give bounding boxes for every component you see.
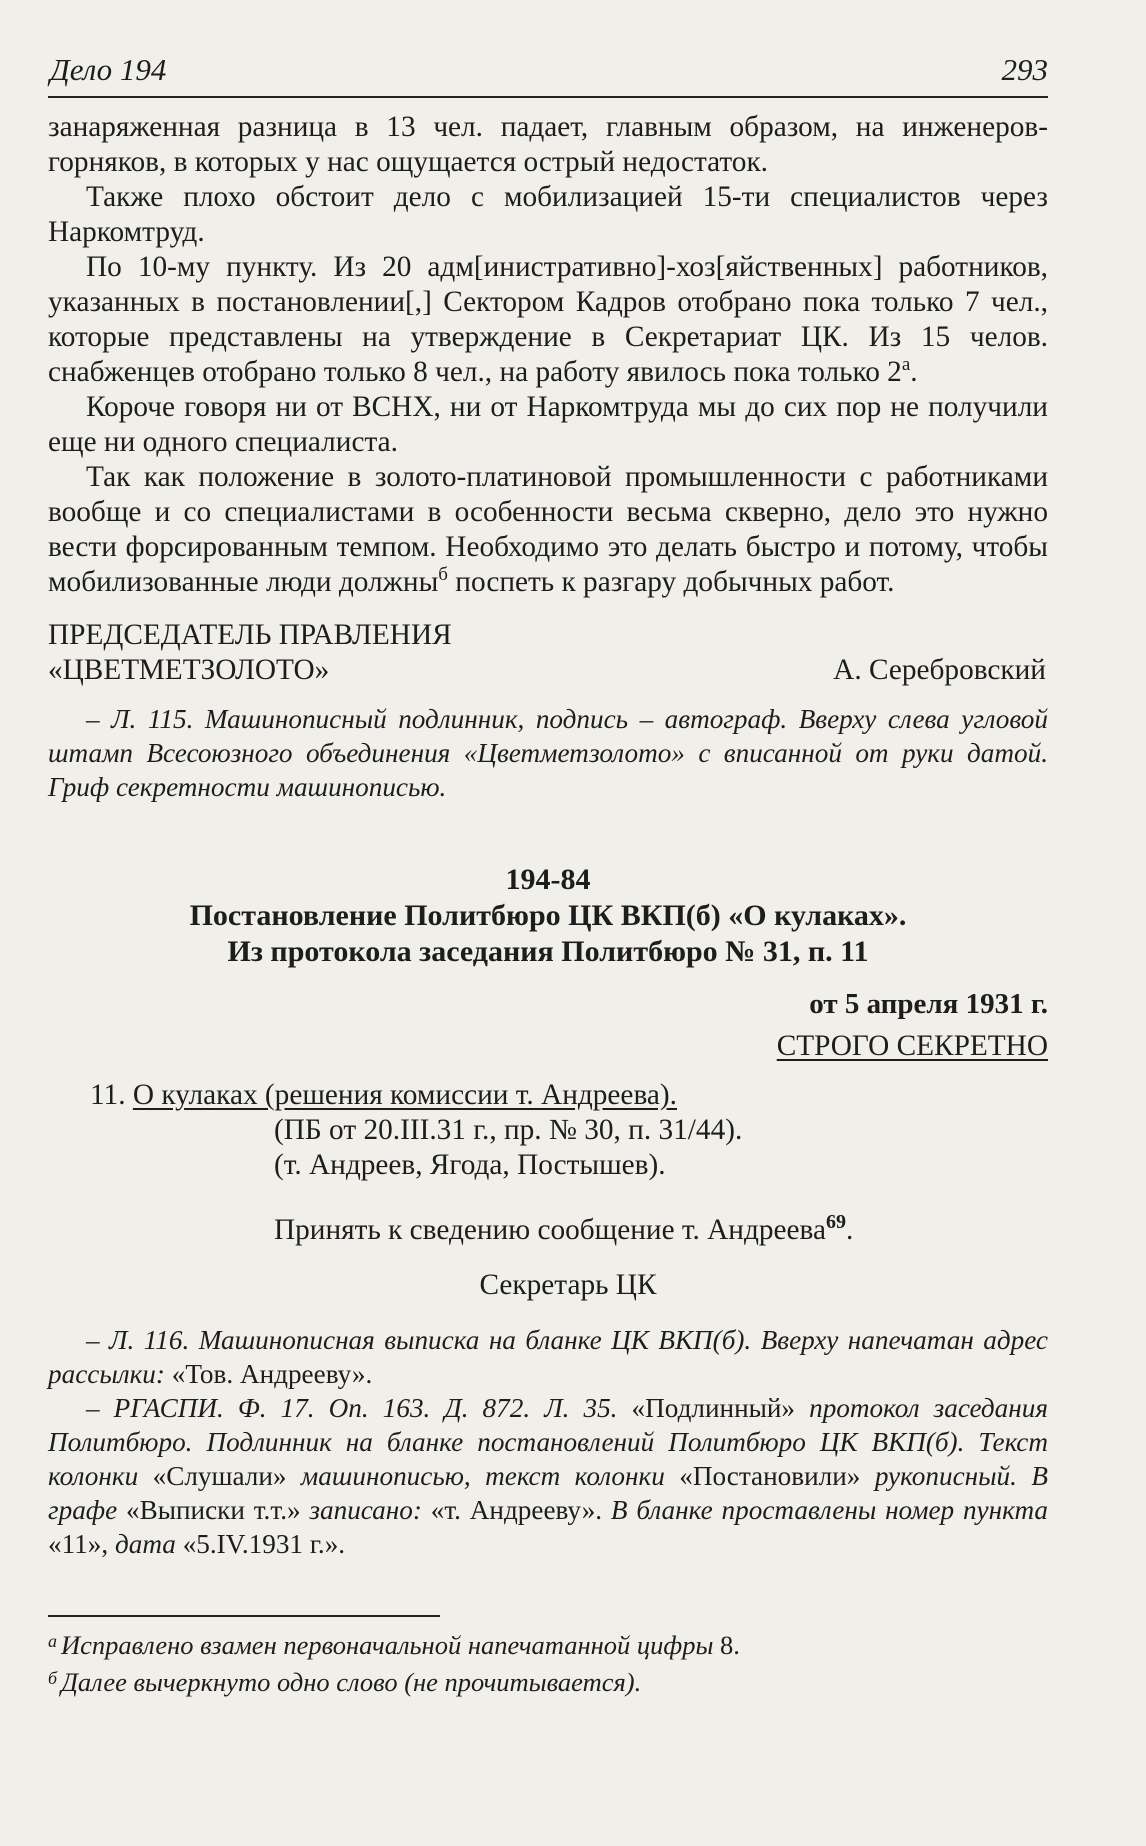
paragraph: занаряженная разница в 13 чел. падает, главным образом, на инженеров-горняков, в которых у нас ощущается острый недостаток.: [48, 111, 1048, 178]
letter-text: [48, 110, 1048, 600]
footnote-ref: а: [901, 354, 911, 376]
archive-notes: [48, 1323, 1048, 1561]
footnote: $^б$ Далее вычеркнуто одно слово (не прочитывается).: [48, 1666, 642, 1697]
archive-note: – Л. 115. Машинописный подлинник, подпись – автограф. Вверху слева угловой штамп Всесоюзного объединения «Цветметзолото» с вписанной от руки датой. Гриф секретности машинописью.: [48, 704, 1048, 802]
document-title-line-1: Постановление Политбюро ЦК ВКП(б) «О кулаках».: [189, 899, 907, 932]
page-number: 293: [1001, 52, 1048, 87]
classification-stamp: СТРОГО СЕКРЕТНО: [776, 1030, 1048, 1062]
footnote-ref: б: [438, 564, 448, 586]
signature-row: [48, 653, 1048, 688]
agenda-item: [48, 1078, 1048, 1113]
secretary-signature: Секретарь ЦК: [479, 1268, 657, 1301]
paragraph: Так как положение в золото-платиновой промышленности с работниками вообще и со специалистами в особенности весьма скверно, дело это нужно вести форсированным темпом. Необходимо это делать быстро и потому, чтобы мобилизованные люди должны$^б$ поспеть к разгару добычных работ.: [48, 461, 1048, 598]
paragraph: По 10-му пункту. Из 20 адм[инистративно]-хоз[яйственных] работников, указанных в постановлении[,] Сектором Кадров отобрано пока только 7 чел., которые представлены на утверждение в Секретариат ЦК. Из 15 челов. снабженцев отобрано только 8 чел., на работу явилось пока только $2^а$.: [48, 251, 1048, 388]
document-title-line-2: Из протокола заседания Политбюро № 31, п. 11: [227, 935, 869, 968]
case-number: Дело 194: [50, 52, 167, 87]
paragraph: Короче говоря ни от ВСНХ, ни от Наркомтруда мы до сих пор не получили еще ни одного специалиста.: [48, 391, 1048, 458]
item-title: О кулаках (решения комиссии т. Андреева).: [132, 1079, 677, 1111]
archive-note: – РГАСПИ. Ф. 17. Оп. 163. Д. 872. Л. 35. «Подлинный» протокол заседания Политбюро. Подлинник на бланке постановлений Политбюро ЦК ВКП(б). Текст колонки «Слушали» машинописью, текст колонки «Постановили» рукописный. В графе «Выписки т.т.» записано: «т. Андрееву». В бланке проставлены номер пункта «11», дата «5.IV.1931 г.».: [48, 1392, 1049, 1559]
document-number: 194-84: [505, 863, 591, 896]
item-reference: (ПБ от 20.III.31 г., пр. № 30, п. 31/44).: [274, 1114, 743, 1146]
endnote-ref: 69: [826, 1211, 846, 1233]
running-header: [48, 0, 1048, 98]
item-participants: (т. Андреев, Ягода, Постышев).: [274, 1149, 666, 1181]
item-number: 11.: [90, 1079, 126, 1111]
footnote-divider: [48, 1615, 440, 1617]
organization-name: «ЦВЕТМЕТЗОЛОТО»: [48, 654, 330, 686]
footnotes: [48, 1625, 1048, 1699]
paragraph: Также плохо обстоит дело с мобилизацией 15-ти специалистов через Наркомтруд.: [48, 181, 1048, 248]
footnote: $^а$ Исправлено взамен первоначальной напечатанной цифры 8.: [48, 1629, 740, 1660]
signatory-name: А. Серебровский: [833, 654, 1046, 686]
archive-note: – Л. 116. Машинописная выписка на бланке ЦК ВКП(б). Вверху напечатан адрес рассылки: «Тов. Андрееву».: [48, 1324, 1048, 1389]
signature-block: [48, 618, 1048, 688]
page-content: [48, 98, 1048, 1699]
document-date: от 5 апреля 1931 г.: [809, 988, 1048, 1020]
decision-text: Принять к сведению сообщение т. Андреева$^{69}$.: [274, 1211, 854, 1246]
signature-title: ПРЕДСЕДАТЕЛЬ ПРАВЛЕНИЯ: [48, 619, 452, 651]
